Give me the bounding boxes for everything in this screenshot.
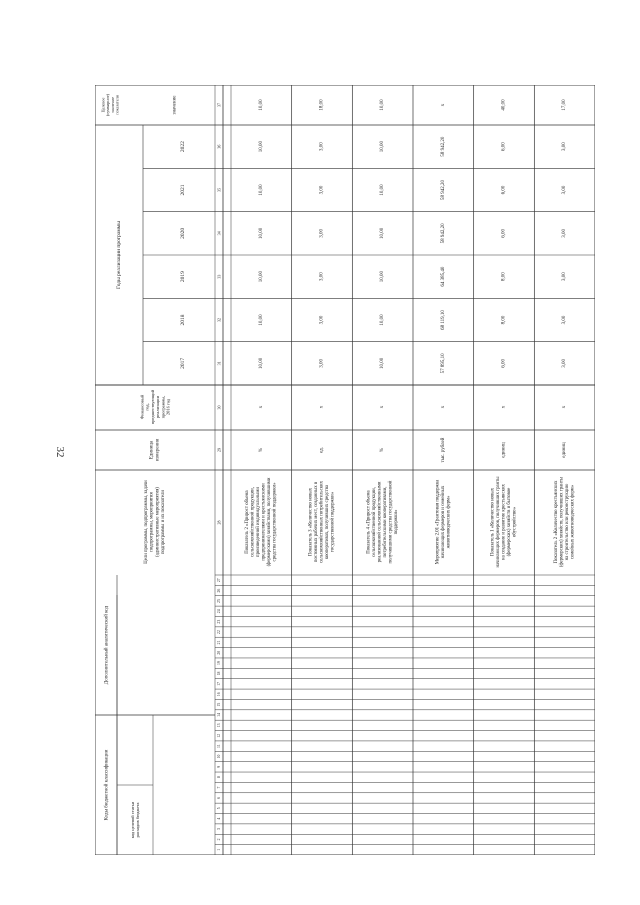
header-budget-codes: Коды бюджетной классификации	[104, 749, 110, 821]
text-line: обустройство»	[512, 507, 518, 537]
row-value-1-2021: 10,00	[258, 184, 264, 196]
text-line: государственной поддержки»	[330, 491, 336, 553]
row-value-6-2021: 3,00	[562, 185, 568, 195]
col-number-33: 33	[216, 274, 222, 279]
text-line: значение	[109, 97, 115, 113]
row-final-2: 18,00	[319, 99, 325, 111]
row-value-6-2018: 3,00	[562, 315, 568, 325]
text-line: на создание и развитие крестьянских	[501, 484, 507, 560]
row-label-5	[490, 476, 517, 568]
row-value-3-2018: 10,00	[380, 314, 386, 326]
text-line: произведенной индивидуальными	[256, 487, 262, 557]
text-line: Показатель 1 «Количество новых	[490, 488, 496, 556]
row-value-4-2022: 58 942,20	[440, 136, 446, 157]
col-number-29: 29	[216, 448, 222, 452]
year-label-2017: 2017	[180, 357, 186, 369]
header-fin-year	[140, 389, 171, 424]
col-number-14: 14	[217, 713, 221, 717]
row-base-1: x	[258, 405, 264, 409]
row-value-2-2020: 3,00	[319, 228, 325, 238]
row-unit-4: тыс. рублей	[440, 437, 446, 463]
col-number-6: 6	[217, 797, 221, 799]
header-unit	[150, 438, 161, 461]
text-line: расходов бюджета	[135, 802, 141, 838]
row-label-4	[435, 479, 451, 564]
text-line: (административные мероприятия)	[155, 487, 161, 557]
col-number-16: 16	[217, 692, 221, 697]
year-label-2018: 2018	[180, 314, 186, 326]
text-line: сельскохозяйственной продукции,	[371, 487, 377, 557]
text-line: Финансовый	[139, 394, 145, 420]
row-label-3	[366, 480, 399, 563]
col-number-27: 27	[217, 578, 221, 583]
year-label-2019: 2019	[180, 271, 186, 283]
row-label-2	[308, 480, 335, 563]
row-value-3-2017: 10,00	[380, 357, 386, 369]
row-value-3-2021: 10,00	[380, 184, 386, 196]
text-line: показателя	[114, 95, 120, 115]
row-value-2-2019: 3,00	[319, 272, 325, 282]
text-line: (фермерских) хозяйств и бытовое	[507, 487, 513, 557]
text-line: программы,	[160, 395, 166, 419]
col-number-15: 15	[217, 702, 221, 707]
col-number-36: 36	[216, 144, 222, 149]
page-number: 32	[54, 446, 66, 458]
header-value: значение	[172, 95, 178, 115]
col-number-12: 12	[217, 733, 221, 738]
col-number-7: 7	[217, 786, 221, 789]
row-value-1-2022: 10,00	[258, 141, 264, 153]
col-number-3: 3	[217, 828, 221, 831]
col-number-24: 24	[217, 609, 221, 614]
row-value-2-2017: 3,00	[319, 358, 325, 368]
row-value-2-2021: 3,00	[319, 185, 325, 195]
table-svg	[95, 85, 595, 855]
year-label-2020: 2020	[180, 227, 186, 239]
row-value-5-2018: 8,00	[501, 315, 507, 325]
col-number-5: 5	[217, 807, 221, 810]
text-line: начинающих фермеров, получивших гранты	[495, 476, 501, 568]
text-line: 2016 год	[165, 398, 171, 416]
row-value-5-2021: 6,00	[501, 185, 507, 195]
row-base-3: x	[380, 405, 386, 409]
text-line: получившими средства государственной	[388, 480, 394, 564]
col-number-23: 23	[217, 619, 221, 624]
text-line: постоянных рабочих мест, созданных в	[313, 481, 319, 563]
row-base-4: x	[440, 405, 446, 409]
budget-program-table	[95, 85, 595, 855]
text-line: (фермерскими) хозяйствами, получившими	[267, 477, 273, 567]
text-line: сельскохозяйственных потребительских	[319, 480, 325, 564]
text-line: Показатель 4 «Прирост объема	[366, 490, 372, 554]
col-number-26: 26	[217, 588, 221, 593]
col-number-9: 9	[217, 765, 221, 768]
text-line: предшествующий	[149, 389, 155, 425]
row-label-6	[554, 476, 576, 567]
row-value-6-2017: 3,00	[562, 358, 568, 368]
row-final-1: 10,00	[258, 99, 264, 111]
text-line: на строительство или реконструкцию	[564, 483, 570, 561]
text-line: код целевой статьи	[129, 801, 135, 839]
row-unit-1: %	[258, 447, 264, 453]
text-line: семейных животноводческих ферм»	[570, 484, 576, 560]
row-final-5: 40,00	[501, 99, 507, 111]
col-number-11: 11	[217, 744, 221, 748]
row-value-6-2019: 3,00	[562, 272, 568, 282]
col-number-25: 25	[217, 599, 221, 603]
row-base-5: x	[501, 405, 507, 409]
text-line: Показатель 3 «Количество новых	[308, 488, 314, 556]
row-value-6-2022: 3,00	[562, 142, 568, 152]
row-value-2-2022: 3,00	[319, 142, 325, 152]
col-number-2: 2	[217, 838, 221, 841]
row-base-2: x	[319, 405, 325, 409]
text-line: средства государственной поддержки»	[272, 482, 278, 562]
header-goals	[144, 480, 166, 564]
text-line: (фермерских) хозяйств, получивших гранты	[559, 476, 565, 568]
row-value-6-2020: 3,00	[562, 228, 568, 238]
col-number-19: 19	[217, 661, 221, 666]
row-value-3-2022: 10,00	[380, 141, 386, 153]
header-final	[100, 93, 119, 116]
text-line: подпрограммы, мероприятия	[149, 492, 155, 552]
row-final-3: 10,00	[380, 99, 386, 111]
text-line: начинающих фермеров и семейных	[440, 485, 446, 559]
col-number-30: 30	[216, 405, 222, 410]
text-line: (суммарное)	[105, 93, 111, 117]
row-value-1-2018: 10,00	[258, 314, 264, 326]
row-label-1	[245, 477, 278, 566]
row-value-2-2018: 3,00	[319, 315, 325, 325]
text-line: Показатель 2 «Количество крестьянских	[553, 480, 559, 564]
col-number-4: 4	[217, 817, 221, 820]
text-line: Единица	[149, 440, 155, 460]
text-line: измерения	[155, 438, 161, 462]
row-value-5-2017: 6,00	[501, 358, 507, 368]
row-value-4-2018: 68 119,10	[440, 310, 446, 330]
row-value-1-2017: 10,00	[258, 357, 264, 369]
row-value-4-2017: 57 895,10	[440, 353, 446, 374]
row-unit-6: единиц	[562, 442, 568, 458]
text-line: предпринимателями и крестьянскими	[261, 483, 267, 561]
text-line: кооперативах, получивших средства	[325, 484, 331, 560]
col-number-37: 37	[216, 103, 222, 107]
row-value-5-2019: 8,00	[501, 272, 507, 282]
text-line: Целевое	[100, 97, 106, 113]
header-expense-target	[130, 801, 140, 838]
text-line: Мероприятие 2.01 «Грантовая поддержка	[435, 479, 441, 565]
col-number-17: 17	[217, 681, 221, 686]
row-value-3-2019: 10,00	[380, 271, 386, 283]
row-value-5-2020: 6,00	[501, 228, 507, 238]
row-final-4: x	[440, 103, 446, 107]
text-line: подпрограммы и их показатели	[160, 490, 166, 554]
text-line: животноводческих ферм»	[446, 495, 452, 549]
text-line: год,	[144, 403, 150, 411]
col-number-1: 1	[217, 848, 221, 851]
col-number-21: 21	[217, 640, 221, 645]
text-line: поддержки»	[393, 509, 399, 535]
row-value-1-2019: 10,00	[258, 271, 264, 283]
row-value-3-2020: 10,00	[380, 227, 386, 239]
text-line: реализации	[155, 396, 161, 418]
year-label-2022: 2022	[180, 141, 186, 153]
row-value-1-2020: 10,00	[258, 227, 264, 239]
col-number-20: 20	[217, 650, 221, 655]
row-value-4-2019: 64 385,40	[440, 266, 446, 287]
row-value-5-2022: 6,00	[501, 142, 507, 152]
text-line: Цели программы, подпрограммы, задачи	[144, 480, 150, 564]
col-number-34: 34	[216, 231, 222, 236]
row-final-6: 17,00	[562, 99, 568, 111]
col-number-32: 32	[216, 318, 222, 322]
col-number-18: 18	[217, 671, 221, 676]
row-unit-5: единиц	[501, 442, 507, 458]
col-number-22: 22	[217, 630, 221, 634]
row-value-4-2021: 58 942,20	[440, 180, 446, 200]
col-number-10: 10	[217, 754, 221, 759]
text-line: потребительскими кооперативами,	[382, 486, 388, 558]
row-unit-2: ед.	[319, 447, 325, 453]
col-number-8: 8	[217, 776, 221, 779]
text-line: Показатель 2 «Прирост объема	[245, 490, 251, 554]
text-line: реализованной сельскохозяйственными	[377, 481, 383, 563]
row-base-6: x	[562, 405, 568, 409]
row-unit-3: %	[380, 447, 386, 453]
header-years: Годы реализации программы	[116, 221, 122, 289]
col-number-35: 35	[216, 188, 222, 192]
row-value-4-2020: 58 942,20	[440, 223, 446, 244]
col-number-28: 28	[216, 520, 222, 525]
text-line: сельскохозяйственной продукции,	[250, 487, 256, 557]
col-number-31: 31	[216, 361, 222, 366]
header-analytic-codes: Дополнительный аналитический код	[104, 605, 110, 685]
year-label-2021: 2021	[180, 184, 186, 196]
col-number-13: 13	[217, 723, 221, 728]
